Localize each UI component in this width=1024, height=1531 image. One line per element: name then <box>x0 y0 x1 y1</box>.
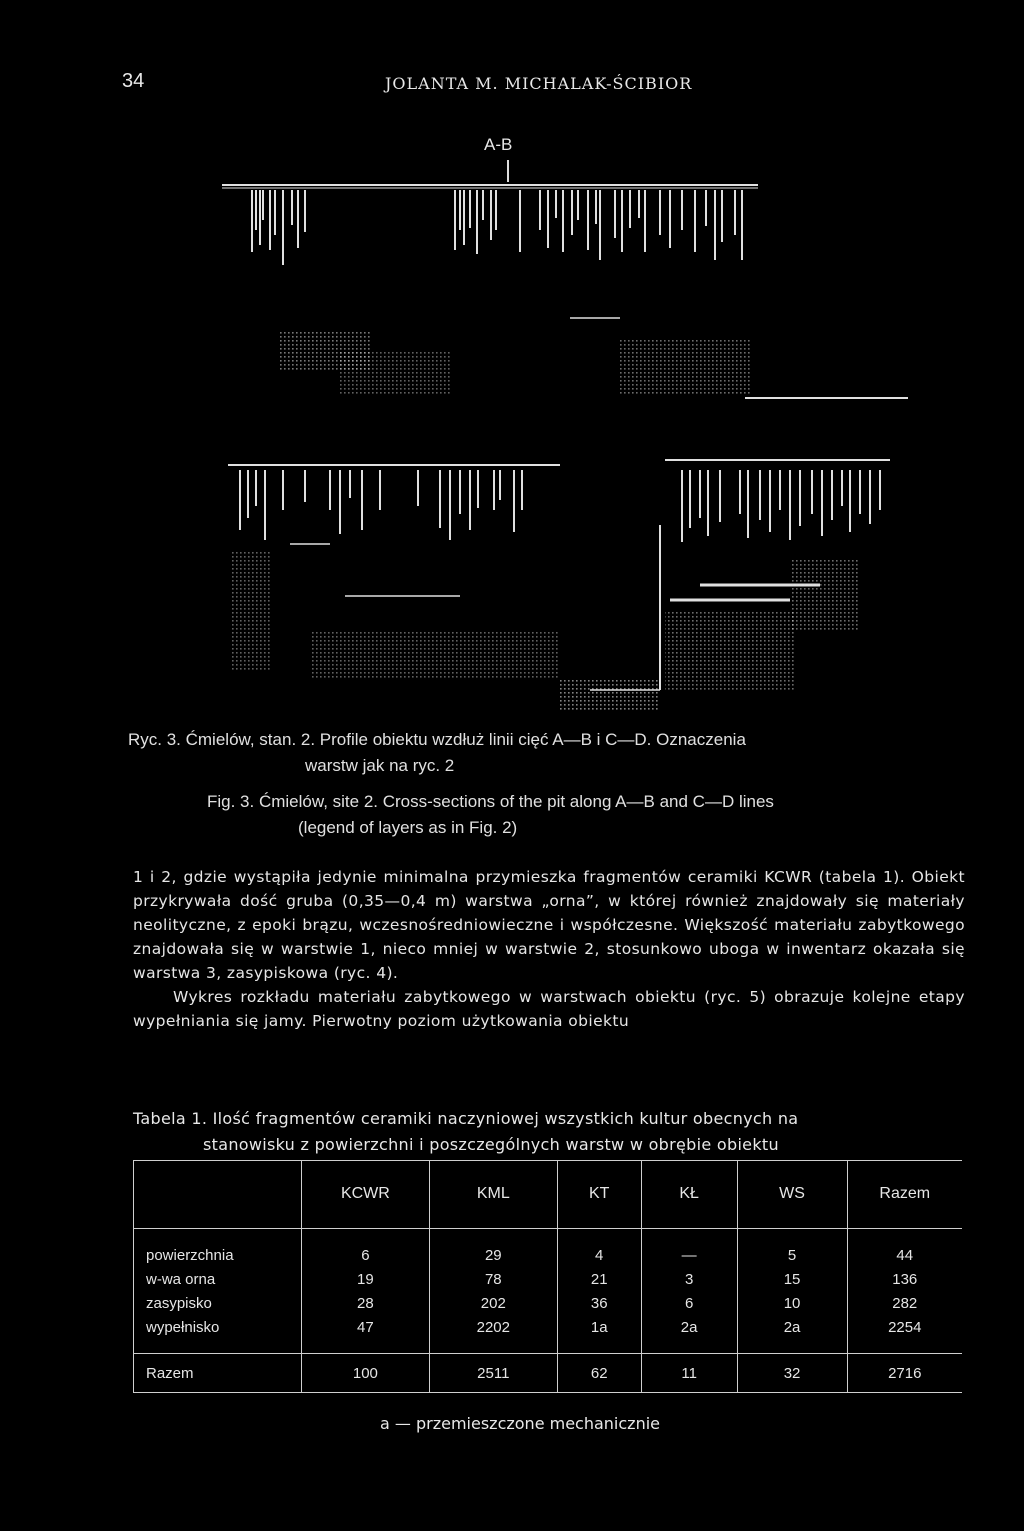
table-title-line1: Tabela 1. Ilość fragmentów ceramiki naczyniowej wszystkich kultur obecnych na <box>133 1109 799 1128</box>
table-cell: 62 <box>557 1354 641 1393</box>
table-footnote: a — przemieszczone mechanicznie <box>380 1414 660 1433</box>
table-cell: 47 <box>301 1315 429 1354</box>
table-cell: 2a <box>641 1315 737 1354</box>
profile-figure <box>0 0 1024 720</box>
caption-pl-line2: warstw jak na ryc. 2 <box>305 756 455 775</box>
table-cell: 4 <box>557 1229 641 1268</box>
table-cell: 3 <box>641 1267 737 1291</box>
paragraph-2: Wykres rozkładu materiału zabytkowego w warstwach obiektu (ryc. 5) obrazuje kolejne etapy wypełniania się jamy. Pierwotny poziom użytkowania obiektu <box>133 988 965 1030</box>
table-row <box>134 1267 963 1291</box>
table-header-row <box>134 1160 963 1229</box>
table-row <box>134 1229 963 1268</box>
row-label: zasypisko <box>134 1291 302 1315</box>
column-header: KŁ <box>641 1160 737 1229</box>
column-header: WS <box>737 1160 847 1229</box>
table-cell: 19 <box>301 1267 429 1291</box>
table-cell: 2511 <box>429 1354 557 1393</box>
table-total-row <box>134 1354 963 1393</box>
table-cell: 2716 <box>847 1354 962 1393</box>
column-header: KT <box>557 1160 641 1229</box>
table-cell: — <box>641 1229 737 1268</box>
table-cell: 78 <box>429 1267 557 1291</box>
table-title <box>133 1106 965 1158</box>
row-label: powierzchnia <box>134 1229 302 1268</box>
page-number: 34 <box>122 70 145 92</box>
section-label: A-B <box>484 135 513 154</box>
table-cell: 28 <box>301 1291 429 1315</box>
table-title-line2: stanowisku z powierzchni i poszczególnych warstw w obrębie obiektu <box>203 1135 779 1154</box>
table-cell: 44 <box>847 1229 962 1268</box>
table-cell: 136 <box>847 1267 962 1291</box>
caption-en-line2: (legend of layers as in Fig. 2) <box>298 818 518 837</box>
table-cell: 1a <box>557 1315 641 1354</box>
table-cell: 5 <box>737 1229 847 1268</box>
table-cell: 10 <box>737 1291 847 1315</box>
table-cell: 202 <box>429 1291 557 1315</box>
table-cell: 2a <box>737 1315 847 1354</box>
body-text <box>133 865 965 1033</box>
table-cell: 21 <box>557 1267 641 1291</box>
table-cell: 15 <box>737 1267 847 1291</box>
table-cell: 282 <box>847 1291 962 1315</box>
row-label: wypełnisko <box>134 1315 302 1354</box>
column-header: KCWR <box>301 1160 429 1229</box>
column-header <box>134 1160 302 1229</box>
row-label: Razem <box>134 1354 302 1393</box>
table-cell: 11 <box>641 1354 737 1393</box>
table-cell: 6 <box>641 1291 737 1315</box>
table-row <box>134 1315 963 1354</box>
column-header: Razem <box>847 1160 962 1229</box>
table-cell: 2202 <box>429 1315 557 1354</box>
table-cell: 29 <box>429 1229 557 1268</box>
table-cell: 6 <box>301 1229 429 1268</box>
table-cell: 2254 <box>847 1315 962 1354</box>
table-cell: 32 <box>737 1354 847 1393</box>
caption-en-line1: Fig. 3. Ćmielów, site 2. Cross-sections of the pit along A—B and C—D lines <box>207 792 774 811</box>
data-table <box>133 1160 962 1393</box>
table-cell: 36 <box>557 1291 641 1315</box>
table-row <box>134 1291 963 1315</box>
running-head: JOLANTA M. MICHALAK-ŚCIBIOR <box>385 74 693 93</box>
column-header: KML <box>429 1160 557 1229</box>
row-label: w-wa orna <box>134 1267 302 1291</box>
caption-pl-line1: Ryc. 3. Ćmielów, stan. 2. Profile obiektu wzdłuż linii cięć A—B i C—D. Oznaczenia <box>128 730 746 749</box>
table-cell: 100 <box>301 1354 429 1393</box>
paragraph-1: 1 i 2, gdzie wystąpiła jedynie minimalna przymieszka fragmentów ceramiki KCWR (tabela 1). Obiekt przykrywała dość gruba (0,35—0,4 m) warstwa „orna”, w której również znajdowały się materiały neolityczne, z epoki brązu, wczesnośredniowieczne i współczesne. Większość materiału zabytkowego znajdowała się w warstwie 1, nieco mniej w warstwie 2, stosunkowo uboga w inwentarz okazała się warstwa 3, zasypiskowa (ryc. 4). <box>133 868 965 982</box>
